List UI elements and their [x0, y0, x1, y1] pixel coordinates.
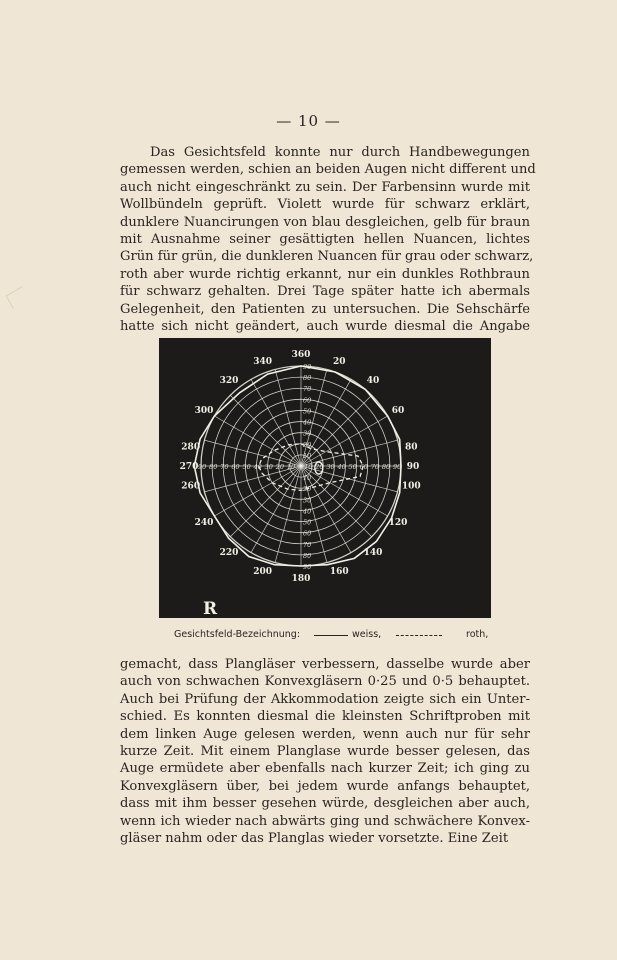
visual-field-diagram	[159, 338, 491, 618]
visual-field-chart	[159, 338, 491, 618]
angle-label: 90	[406, 462, 420, 472]
radial-scale-label: 80	[381, 463, 391, 471]
radial-scale-label: 70	[303, 385, 312, 394]
text-line: für schwarz gehalten. Drei Tage später hatte ich abermals	[120, 284, 530, 300]
radial-scale-label: 40	[253, 463, 262, 471]
angle-label: 140	[363, 547, 383, 558]
radial-scale-label: 50	[242, 463, 251, 471]
grid-spoke	[230, 395, 301, 466]
radial-scale-label: 80	[303, 374, 312, 383]
grid-spoke	[230, 466, 301, 537]
radial-scale-label: 50	[303, 407, 312, 416]
text-line: roth aber wurde richtig erkannt, nur ein dunkles Rothbraun	[120, 266, 530, 282]
angle-label: 320	[219, 376, 239, 387]
radial-scale-label: 90	[393, 463, 402, 471]
radial-scale-label: 60	[303, 529, 312, 538]
radial-scale-label: 80	[303, 551, 312, 560]
grid-spoke	[301, 466, 372, 537]
radial-scale-label: 90	[198, 463, 207, 471]
radial-scale-label: 10	[303, 474, 312, 483]
radial-scale-label: 60	[359, 463, 368, 471]
text-line: Konvexgläsern über, bei jedem wurde anfangs behauptet,	[120, 778, 530, 794]
radial-scale-label: 70	[370, 463, 380, 471]
text-line: Gelegenheit, den Patienten zu untersuchen. Die Sehschärfe	[120, 301, 530, 317]
radial-scale-label: 10	[304, 463, 313, 471]
radial-scale-label: 50	[348, 463, 357, 471]
text-line: kurze Zeit. Mit einem Planglase wurde besser gelesen, das	[120, 743, 530, 759]
text-line: auch von schwachen Konvexgläsern 0·25 und 0·5 behauptet.	[120, 674, 530, 690]
caption-label: Gesichtsfeld-Bezeichnung:	[174, 629, 301, 640]
text-line: gemessen werden, schien an beiden Augen nicht different und	[120, 162, 536, 178]
radial-scale-label: 90	[303, 363, 312, 371]
paragraph-bottom	[120, 656, 530, 847]
radial-scale-label: 40	[303, 507, 312, 516]
text-line: hatte sich nicht geändert, auch wurde diesmal die Angabe	[120, 318, 530, 334]
angle-label: 200	[253, 567, 273, 578]
grid-spoke	[301, 395, 372, 466]
eye-label: R	[203, 599, 218, 618]
angle-label: 60	[391, 406, 405, 416]
text-line: auch nicht eingeschränkt zu sein. Der Farbensinn wurde mit	[120, 179, 530, 195]
radial-scale-label: 70	[303, 540, 312, 549]
legend-dashed-name: roth,	[466, 629, 489, 640]
page-number: — 10 —	[276, 112, 341, 130]
legend-dashed-line	[396, 635, 442, 636]
radial-scale-label: 60	[231, 463, 240, 471]
radial-scale-label: 20	[315, 463, 324, 471]
angle-label: 270	[179, 462, 199, 472]
radial-scale-label: 20	[303, 485, 312, 494]
radial-scale-label: 20	[303, 440, 312, 449]
radial-scale-label: 30	[303, 496, 312, 505]
page-stain	[6, 286, 30, 308]
radial-scale-label: 30	[264, 463, 273, 471]
angle-label: 280	[181, 442, 201, 453]
text-line: mit Ausnahme seiner gesättigten hellen Nuancen, lichtes	[120, 231, 530, 247]
text-line: dunklere Nuancirungen von blau desgleichen, gelb für braun	[120, 214, 530, 230]
angle-label: 220	[219, 547, 239, 558]
text-line: gemacht, dass Plangläser verbessern, dasselbe wurde aber	[120, 657, 530, 672]
radial-scale-label: 60	[303, 396, 312, 405]
text-line: Wollbündeln geprüft. Violett wurde für schwarz erklärt,	[120, 197, 530, 213]
radial-scale-label: 40	[303, 418, 312, 427]
angle-label: 260	[181, 481, 201, 492]
legend-solid-name: weiss,	[352, 629, 382, 640]
radial-scale-label: 90	[303, 563, 312, 571]
angle-label: 300	[194, 406, 214, 416]
radial-scale-label: 10	[286, 463, 296, 471]
text-line: wenn ich wieder nach abwärts ging und schwächere Konvex-	[120, 813, 530, 829]
angle-label: 120	[388, 518, 408, 528]
text-line: Auch bei Prüfung der Akkommodation zeigte sich ein Unter-	[120, 691, 530, 707]
angle-label: 340	[253, 356, 273, 367]
text-line: dem linken Auge gelesen werden, wenn auch nur für sehr	[120, 726, 530, 742]
angle-label: 240	[194, 518, 214, 528]
angle-label: 100	[401, 481, 421, 492]
paragraph-top	[120, 144, 536, 335]
text-line: gläser nahm oder das Planglas wieder vorsetzte. Eine Zeit	[120, 830, 509, 846]
angle-label: 360	[291, 350, 311, 360]
text-line: dass mit ihm besser gesehen würde, desgleichen aber auch,	[120, 796, 530, 812]
grid-spoke	[275, 466, 301, 563]
text-line: schied. Es konnten diesmal die kleinsten Schriftproben mit	[120, 709, 530, 725]
angle-label: 160	[329, 567, 349, 578]
legend-solid-line	[314, 635, 348, 636]
angle-label: 40	[366, 376, 380, 387]
radial-scale-label: 20	[275, 463, 285, 471]
radial-scale-label: 40	[337, 463, 346, 471]
radial-scale-label: 30	[303, 429, 312, 438]
text-line: Das Gesichtsfeld konnte nur durch Handbewegungen	[150, 145, 530, 160]
grid-spoke	[275, 369, 301, 466]
radial-scale-label: 80	[209, 463, 218, 471]
radial-scale-label: 50	[303, 518, 312, 527]
radial-scale-label: 30	[326, 463, 335, 471]
angle-label: 80	[405, 442, 418, 453]
text-line: Grün für grün, die dunkleren Nuancen für grau oder schwarz,	[120, 249, 534, 265]
radial-scale-label: 10	[303, 451, 312, 460]
radial-scale-label: 70	[220, 463, 229, 471]
angle-label: 20	[333, 356, 346, 367]
text-line: Auge ermüdete aber ebenfalls nach kurzer Zeit; ich ging zu	[120, 761, 530, 777]
angle-label: 180	[291, 574, 311, 584]
